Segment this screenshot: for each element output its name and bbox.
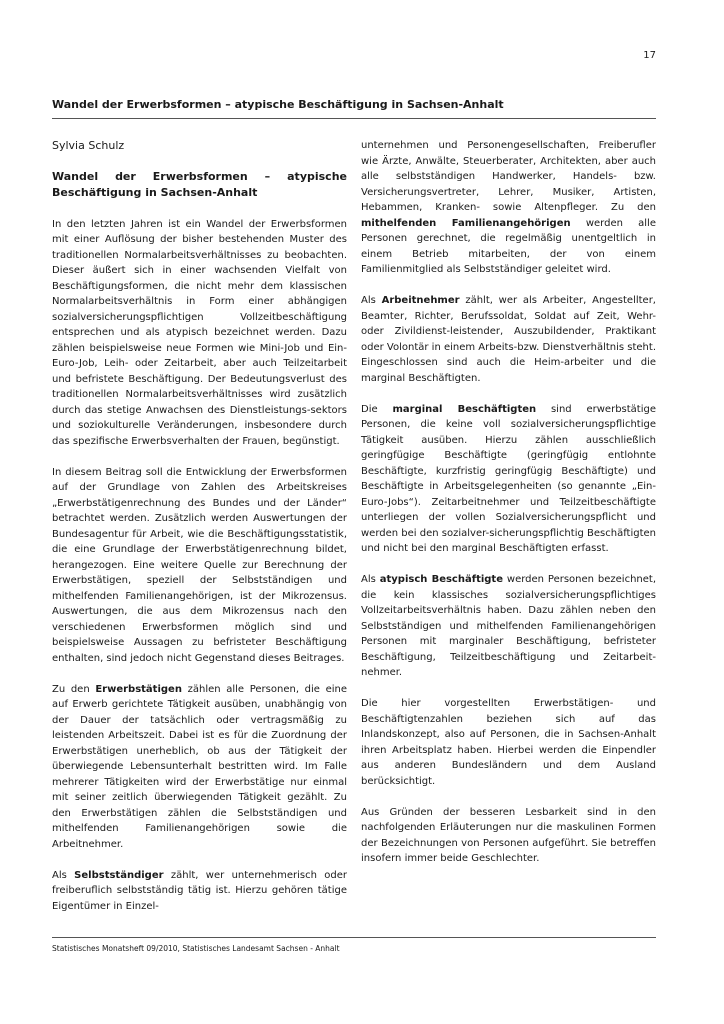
text-segment: Die [361,403,393,415]
paragraph-selbststaendige [52,868,347,915]
running-header: Wandel der Erwerbsformen – atypische Beschäftigung in Sachsen-Anhalt [52,98,656,119]
term-erwerbstaetige: Erwerbstätigen [95,683,182,695]
paragraph-arbeitnehmer [361,293,656,386]
term-arbeitnehmer: Arbeitnehmer [381,295,460,306]
text-segment: werden Personen bezeichnet, die kein klassisches sozialversicherungspflichtiges Vollzeitarbeitsverhältnis haben. Dazu zählen neben den Selbstständigen und mithelfenden Familienangehörigen Personen mit marginaler Beschäftigung, befristeter Beschäftigung, Teilzeitbeschäftigung und Zeitarbeit-nehmer. [361,574,656,678]
term-selbststaendiger: Selbstständiger [74,869,164,881]
text-segment: zählt, wer unternehmerisch oder freiberuflich selbstständig tätig ist. Hierzu gehören tätige Eigentümer in Einzel- [52,869,347,912]
text-segment: zählt, wer als Arbeiter, Angestellter, Beamter, Richter, Berufssoldat, Soldat auf Zeit, Wehr- oder Zivildienst-leistender, Auszubildender, Praktikant oder Volontär in einem Arbeits-bzw. Dienstverhältnis steht. Eingeschlossen sind auch die Heim-arbeiter und die marginal Beschäftigten. [361,295,656,384]
page-footer: Statistisches Monatsheft 09/2010, Statistisches Landesamt Sachsen - Anhalt [52,937,656,953]
term-marginal-beschaeftigte: marginal Beschäftigten [392,403,537,415]
term-atypisch-beschaeftigte: atypisch Beschäftigte [379,574,503,585]
article-title: Wandel der Erwerbsformen – atypische Beschäftigung in Sachsen-Anhalt [52,170,347,199]
term-mithelfende-familienangehoerige: mithelfenden Familienangehörigen [361,217,571,229]
text-segment: sind erwerbstätige Personen, die keine voll sozialversicherungspflichtige Tätigkeit ausüben. Hierzu zählen ausschließlich geringfügige Beschäftigte (geringfügig entlohnte Beschäftigte, kurzfristig geringfügig Beschäftigte) und Beschäftigte in Arbeitsgelegenheiten (so genannte „Ein-Euro-Jobs“). Zeitarbeitnehmer und Teilzeitbeschäftigte unterliegen der vollen Sozialversicherungspflicht und werden bei den sozialver-sicherungspflichtig Beschäftigten und nicht bei den marginal Beschäftigten erfasst. [361,403,656,554]
paragraph-sources: In diesem Beitrag soll die Entwicklung der Erwerbsformen auf der Grundlage von Zahlen des Arbeitskreises „Erwerbstätigenrechnung des Bundes und der Länder“ betrachtet werden. Zusätzlich werden Auswertungen der Bundesagentur für Arbeit, wie die Beschäftigungsstatistik, die eine Grundlage der Erwerbstätigenrechnung bildet, herangezogen. Eine weitere Quelle zur Berechnung der Erwerbstätigen, speziell der Selbstständigen und mithelfenden Familienangehörigen, ist der Mikrozensus. Auswertungen, die aus dem Mikrozensus nach den verschiedenen Erwerbsformen möglich sind und beispielsweise Aussagen zu befristeter Beschäftigung enthalten, sind jedoch nicht Gegenstand dieses Beitrages. [52,466,347,664]
right-column [361,138,656,882]
text-segment: werden alle Personen gerechnet, die regelmäßig unentgeltlich in einem Betrieb mitarbeiten, der von einem Familienmitglied als Selbstständiger geleitet wird. [361,217,656,275]
paragraph-erwerbstaetige [52,682,347,853]
paragraph-familienangehoerige [361,138,656,278]
text-segment: Zu den [52,683,96,695]
left-column [52,138,347,930]
paragraph-marginal [361,402,656,557]
paragraph-intro: In den letzten Jahren ist ein Wandel der Erwerbsformen mit einer Auflösung der bisher bestehenden Muster des traditionellen Normalarbeitsverhältnisses zu beobachten. Dieser äußert sich in einer wachsenden Vielfalt von Beschäftigungsformen, die nicht mehr dem klassischen Normalarbeitsverhältnis in Form einer abhängigen sozialversicherungspflichtigen Vollzeitbeschäftigung entsprechen und als atypisch bezeichnet werden. Dazu zählen beispielsweise neue Formen wie Mini-Job und Ein-Euro-Job, Leih- oder Zeitarbeit, aber auch Teilzeitarbeit und befristete Beschäftigung. Der Bedeutungsverlust des traditionellen Normalarbeitsverhältnisses wird zusätzlich durch das stetige Anwachsen des Dienstleistungs-sektors und soziokulturelle Veränderungen, insbesondere durch das spezifische Erwerbsverhalten der Frauen, begünstigt. [52,218,347,447]
text-segment: Als [52,869,75,881]
text-segment: zählen alle Personen, die eine auf Erwerb gerichtete Tätigkeit ausüben, unabhängig von der Dauer der tatsächlich oder vertragsmäßig zu leistenden Arbeitszeit. Dabei ist es für die Zuordnung der Erwerbstätigen unerheblich, ob aus der Tätigkeit der überwiegende Lebensunterhalt bestritten wird. Im Falle mehrerer Tätigkeiten wird der Erwerbstätige nur einmal mit seiner zeitlich überwiegenden Tätigkeit gezählt. Zu den Erwerbstätigen zählen die Selbstständigen und mithelfenden Familienangehörigen sowie die Arbeitnehmer. [52,683,347,850]
page-number: 17 [643,50,656,61]
text-segment: unternehmen und Personengesellschaften, Freiberufler wie Ärzte, Anwälte, Steuerberater, Architekten, aber auch alle selbstständigen Handwerker, Handels- bzw. Versicherungsvertreter, Lehrer, Musiker, Artisten, Hebammen, Kranken- sowie Altenpfleger. Zu den [361,140,656,213]
paragraph-inlandskonzept: Die hier vorgestellten Erwerbstätigen- und Beschäftigtenzahlen beziehen sich auf das Inlandskonzept, also auf Personen, die in Sachsen-Anhalt ihren Arbeitsplatz haben. Hierbei werden die Einpendler aus anderen Bundesländern und dem Ausland berücksichtigt. [361,698,656,787]
paragraph-atypisch [361,572,656,681]
paragraph-lesbarkeit: Aus Gründen der besseren Lesbarkeit sind in den nachfolgenden Erläuterungen nur die maskulinen Formen der Bezeichnungen von Personen aufgeführt. Sie betreffen insofern immer beide Geschlechter. [361,806,656,864]
author: Sylvia Schulz [52,139,125,152]
text-segment: Als [361,574,380,585]
text-segment: Als [361,295,382,306]
